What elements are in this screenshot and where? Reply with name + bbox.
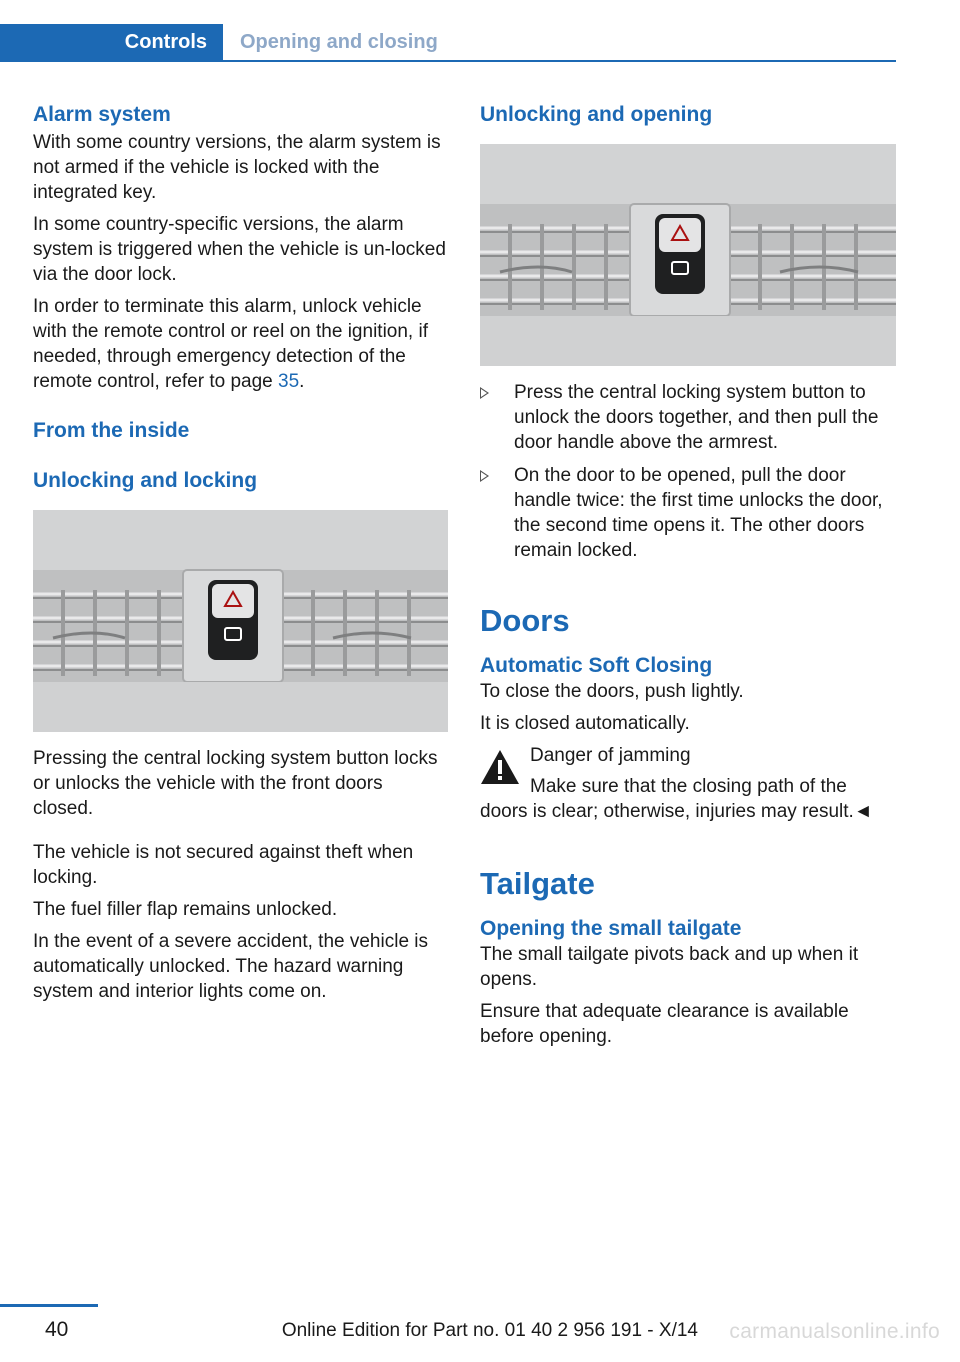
unlocking-steps-list bbox=[480, 380, 896, 563]
accident-paragraph: In the event of a severe accident, the vehicle is automatically unlocked. The hazard warning system and interior lights come on. bbox=[33, 931, 429, 1002]
alarm-paragraph-3: In order to terminate this alarm, unlock vehicle with the remote control or reel on the ignition, if needed, through emergency detection of the remote control, refer to page 35. bbox=[33, 296, 428, 392]
warning-title: Danger of jamming bbox=[530, 745, 691, 766]
watermark: carmanualsonline.info bbox=[729, 1320, 940, 1343]
vent-panel-illustration-2 bbox=[480, 144, 896, 366]
warning-triangle-icon bbox=[480, 749, 520, 785]
from-inside-heading: From the inside bbox=[33, 419, 190, 442]
footer-rule bbox=[0, 1304, 98, 1307]
pivots-paragraph: The small tailgate pivots back and up when it opens. bbox=[480, 944, 859, 990]
right-column bbox=[480, 100, 896, 1049]
page-number: 40 bbox=[45, 1318, 69, 1341]
alarm-paragraph-2: In some country-specific versions, the alarm system is triggered when the vehicle is un-locked via the door lock. bbox=[33, 214, 446, 285]
tailgate-heading: Tailgate bbox=[480, 866, 595, 901]
push-lightly-paragraph: To close the doors, push lightly. bbox=[480, 681, 744, 702]
closed-automatically-paragraph: It is closed automatically. bbox=[480, 713, 690, 734]
chapter-tab[interactable]: Controls bbox=[0, 24, 223, 60]
pressing-button-paragraph: Pressing the central locking system button locks or unlocks the vehicle with the front doors closed. bbox=[33, 748, 438, 819]
edition-footer: Online Edition for Part no. 01 40 2 956 191 - X/14 bbox=[281, 1320, 698, 1341]
doors-heading: Doors bbox=[480, 603, 570, 638]
fuel-flap-paragraph: The fuel filler flap remains unlocked. bbox=[33, 899, 338, 920]
bullet-triangle-icon bbox=[480, 387, 489, 399]
central-locking-button-image bbox=[33, 510, 448, 732]
jamming-warning bbox=[480, 743, 896, 824]
central-locking-button-image-2 bbox=[480, 144, 896, 366]
list-item: On the door to be opened, pull the door handle twice: the first time unlocks the door, the second time opens it. The other doors remain locked. bbox=[480, 463, 896, 563]
list-item: Press the central locking system button to unlock the doors together, and then pull the door handle above the armrest. bbox=[480, 380, 896, 455]
alarm-paragraph-1: With some country versions, the alarm system is not armed if the vehicle is locked with the integrated key. bbox=[33, 132, 441, 203]
section-tab[interactable]: Opening and closing bbox=[240, 31, 438, 53]
vent-panel-illustration bbox=[33, 510, 448, 732]
unlocking-locking-heading: Unlocking and locking bbox=[33, 469, 258, 492]
not-secured-paragraph: The vehicle is not secured against theft when locking. bbox=[33, 842, 414, 888]
alarm-system-heading: Alarm system bbox=[33, 103, 171, 126]
page-header bbox=[0, 24, 896, 62]
small-tailgate-heading: Opening the small tailgate bbox=[480, 917, 742, 940]
bullet-triangle-icon bbox=[480, 470, 489, 482]
page-reference-link[interactable]: 35 bbox=[278, 371, 300, 392]
unlocking-opening-heading: Unlocking and opening bbox=[480, 103, 713, 126]
soft-closing-heading: Automatic Soft Closing bbox=[480, 654, 713, 677]
left-column bbox=[33, 100, 448, 1004]
clearance-paragraph: Ensure that adequate clearance is available before opening. bbox=[480, 1001, 849, 1047]
warning-text: Make sure that the closing path of the doors is clear; otherwise, injuries may result.◄ bbox=[480, 776, 873, 822]
header-rule bbox=[0, 60, 896, 62]
